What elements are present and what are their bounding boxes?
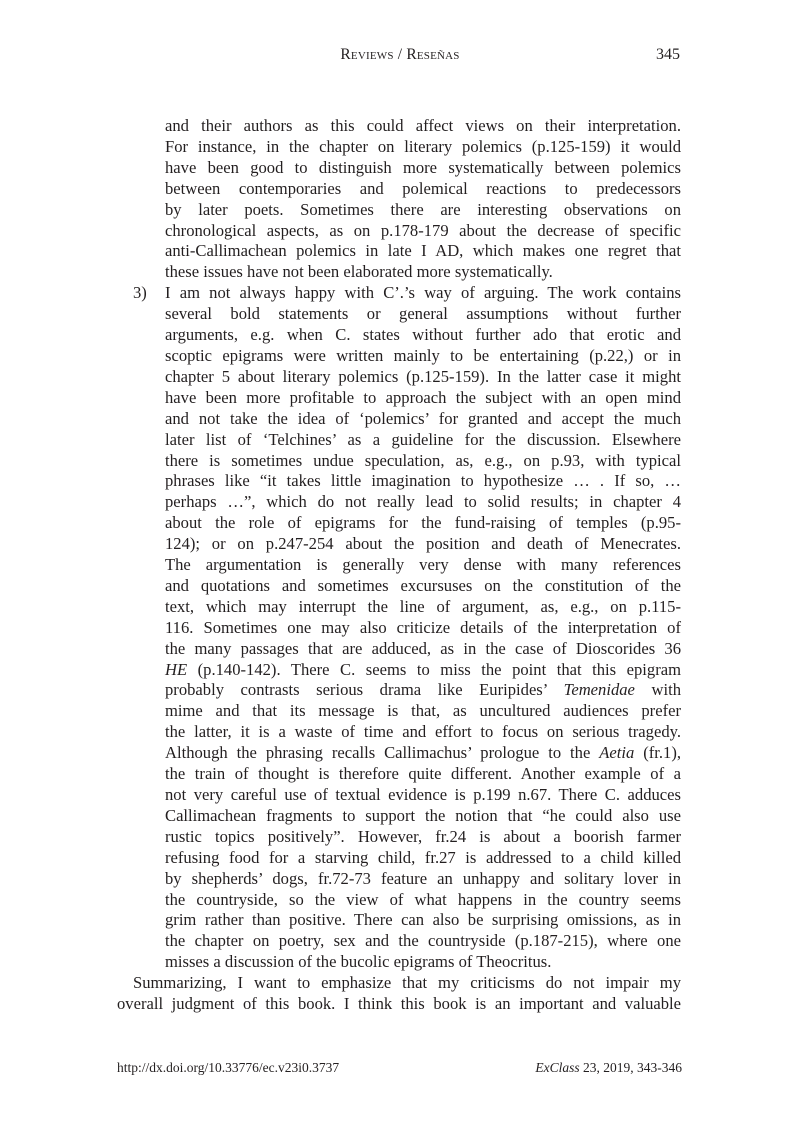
text-line <box>165 848 681 869</box>
text-line <box>165 388 681 409</box>
text-line <box>165 241 681 262</box>
text-line <box>117 994 681 1015</box>
text-segment: 116. Sometimes one may also criticize details of the interpretation of <box>165 617 681 637</box>
text-segment: chronological aspects, as on p.178-179 about the decrease of specific <box>165 220 681 240</box>
text-line <box>165 116 681 137</box>
text-line <box>165 221 681 242</box>
page-number: 345 <box>656 46 680 63</box>
italic-text: Temenidae <box>563 680 635 700</box>
text-line <box>165 451 681 472</box>
text-line <box>165 137 681 158</box>
doi-link[interactable]: http://dx.doi.org/10.33776/ec.v23i0.3737 <box>117 1060 340 1075</box>
text-line <box>165 660 681 681</box>
text-segment: the chapter on poetry, sex and the countryside (p.187-215), where one <box>165 931 681 951</box>
text-segment: by later poets. Sometimes there are interesting observations on <box>165 199 681 219</box>
text-line <box>165 534 681 555</box>
text-line <box>165 722 681 743</box>
text-segment: there is sometimes undue speculation, as, e.g., on p.93, with typical <box>165 450 681 470</box>
list-number: 3) <box>133 283 147 303</box>
text-line <box>165 869 681 890</box>
text-line <box>165 576 681 597</box>
text-line <box>165 346 681 367</box>
text-segment: Summarizing, I want to emphasize that my criticisms do not impair my <box>133 973 681 993</box>
text-segment: (p.140-142). There C. seems to miss the point that this epigram <box>187 659 681 679</box>
text-segment: The argumentation is generally very dense with many references <box>165 555 681 575</box>
body-text <box>117 116 681 1015</box>
text-segment: about the role of epigrams for the fund-raising of temples (p.95- <box>165 513 681 533</box>
text-segment: I am not always happy with C’.’s way of arguing. The work contains <box>165 283 681 303</box>
text-line <box>165 513 681 534</box>
text-segment: Callimachean fragments to support the notion that “he could also use <box>165 805 681 825</box>
text-segment: scoptic epigrams were written mainly to be entertaining (p.22,) or in <box>165 345 681 365</box>
text-segment: (fr.1), <box>634 743 681 763</box>
text-segment: by shepherds’ dogs, fr.72-73 feature an unhappy and solitary lover in <box>165 868 681 888</box>
text-line <box>165 890 681 911</box>
text-line <box>165 806 681 827</box>
text-line <box>133 973 681 994</box>
text-line <box>165 325 681 346</box>
text-segment: perhaps …”, which do not really lead to solid results; in chapter 4 <box>165 492 681 512</box>
text-segment: Although the phrasing recalls Callimachus’ prologue to the <box>165 743 600 763</box>
text-segment: these issues have not been elaborated more systematically. <box>165 262 553 282</box>
text-segment: between contemporaries and polemical reactions to predecessors <box>165 178 681 198</box>
paragraph <box>117 283 681 973</box>
text-line <box>165 597 681 618</box>
text-segment: the train of thought is therefore quite different. Another example of a <box>165 764 681 784</box>
text-segment: mime and that its message is that, as uncultured audiences prefer <box>165 701 681 721</box>
text-line <box>133 283 681 304</box>
paragraph <box>117 973 681 1015</box>
text-line <box>165 764 681 785</box>
text-line <box>165 158 681 179</box>
text-segment: anti-Callimachean polemics in late I AD, which makes one regret that <box>165 241 681 261</box>
text-segment: chapter 5 about literary polemics (p.125-159). In the latter case it might <box>165 366 681 386</box>
text-segment: and quotations and sometimes excursuses on the constitution of the <box>165 575 681 595</box>
text-line <box>165 639 681 660</box>
text-line <box>165 179 681 200</box>
running-header: Reviews / Reseñas <box>340 46 460 63</box>
text-line <box>165 910 681 931</box>
text-line <box>165 931 681 952</box>
text-segment: the latter, it is a waste of time and effort to focus on serious tragedy. <box>165 722 681 742</box>
text-segment: For instance, in the chapter on literary polemics (p.125-159) it would <box>165 136 681 156</box>
text-segment: not very careful use of textual evidence is p.199 n.67. There C. adduces <box>165 785 681 804</box>
text-line <box>165 680 681 701</box>
text-segment: have been good to distinguish more systematically between polemics <box>165 157 681 177</box>
text-line <box>165 262 681 283</box>
italic-text: Aetia <box>599 743 635 763</box>
text-segment: phrases like “it takes little imagination to hypothesize … . If so, … <box>165 471 681 491</box>
text-segment: misses a discussion of the bucolic epigrams of Theocritus. <box>165 952 552 972</box>
text-segment: with <box>634 680 681 700</box>
text-line <box>165 743 681 764</box>
text-segment: later list of ‘Telchines’ as a guideline for the discussion. Elsewhere <box>165 429 681 449</box>
text-line <box>165 367 681 388</box>
italic-text: HE <box>165 659 188 679</box>
journal-name: ExClass <box>535 1060 580 1075</box>
journal-citation <box>535 1060 682 1076</box>
text-segment: probably contrasts serious drama like Euripides’ <box>165 680 564 700</box>
text-line <box>165 200 681 221</box>
text-line <box>165 785 681 806</box>
text-segment: arguments, e.g. when C. states without further ado that erotic and <box>165 325 681 345</box>
text-line <box>165 827 681 848</box>
text-segment: have been more profitable to approach the subject with an open mind <box>165 387 681 407</box>
text-segment: text, which may interrupt the line of argument, as, e.g., on p.115- <box>165 596 681 616</box>
text-segment: the many passages that are adduced, as in the case of Dioscorides 36 <box>165 638 681 658</box>
text-line <box>165 304 681 325</box>
text-line <box>165 701 681 722</box>
text-segment: grim rather than positive. There can also be surprising omissions, as in <box>165 910 681 930</box>
text-segment: and their authors as this could affect views on their interpretation. <box>165 116 681 135</box>
text-line <box>165 430 681 451</box>
text-segment: and not take the idea of ‘polemics’ for granted and accept the much <box>165 408 681 428</box>
text-line <box>165 409 681 430</box>
text-segment: 124); or on p.247-254 about the position and death of Menecrates. <box>165 534 681 554</box>
text-line <box>165 471 681 492</box>
text-line <box>165 492 681 513</box>
text-line <box>165 952 681 973</box>
text-segment: several bold statements or general assumptions without further <box>165 304 681 324</box>
text-segment: overall judgment of this book. I think this book is an important and valuable <box>117 994 681 1014</box>
text-segment: rustic topics positively”. However, fr.24 is about a boorish farmer <box>165 826 681 846</box>
text-line <box>165 555 681 576</box>
citation-details: 23, 2019, 343-346 <box>579 1060 682 1075</box>
text-line <box>165 618 681 639</box>
text-segment: refusing food for a starving child, fr.27 is addressed to a child killed <box>165 847 681 867</box>
paragraph <box>117 116 681 283</box>
text-segment: the countryside, so the view of what happens in the country seems <box>165 889 681 909</box>
